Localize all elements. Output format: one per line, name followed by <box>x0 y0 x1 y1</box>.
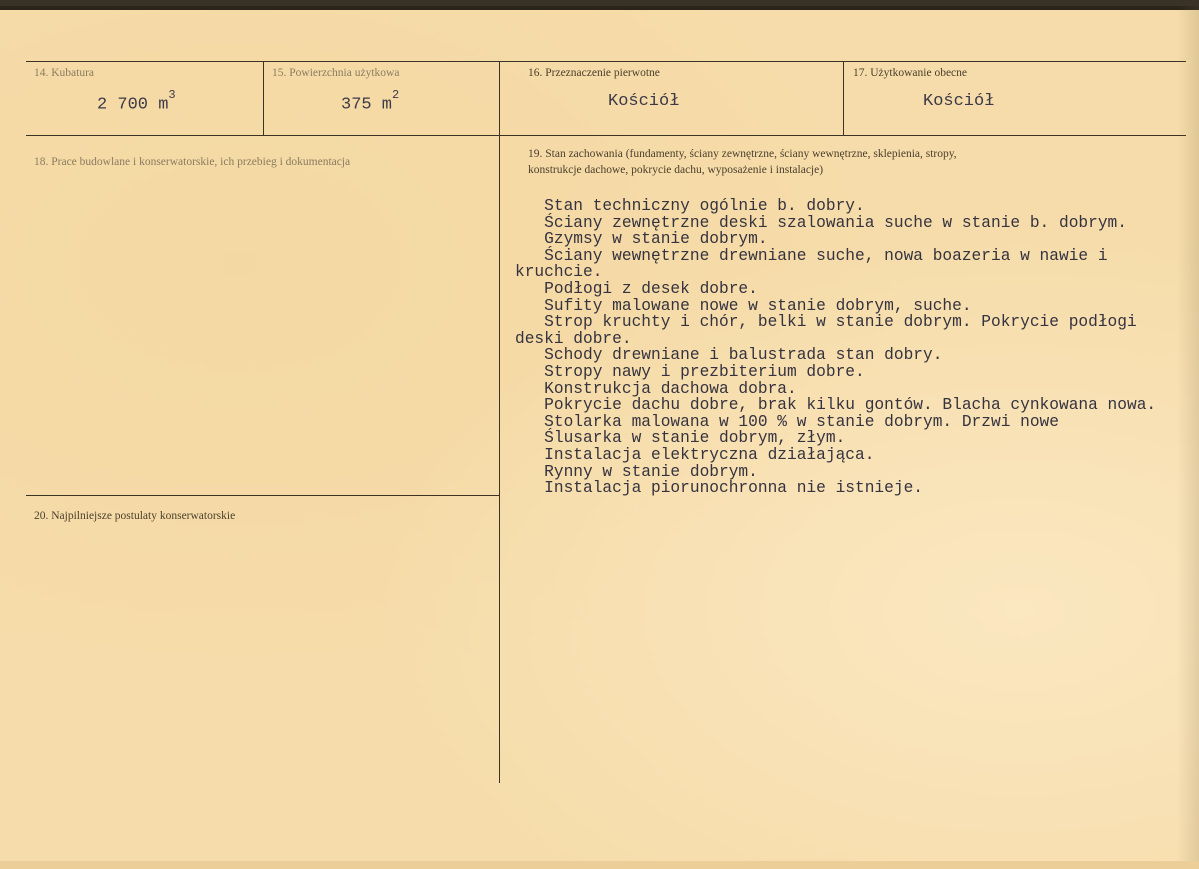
stan-line: Stolarka malowana w 100 % w stanie dobrym. Drzwi nowe <box>515 412 1059 431</box>
stan-line: Rynny w stanie dobrym. <box>515 462 758 481</box>
stan-line: Stropy nawy i prezbiterium dobre. <box>515 362 865 381</box>
stan-line: Pokrycie dachu dobre, brak kilku gontów. Blacha cynkowana nowa. <box>515 396 1157 415</box>
stan-line: deski dobre. <box>515 329 632 348</box>
stan-line: Instalacja elektryczna działająca. <box>515 445 875 464</box>
prace-label: 18. Prace budowlane i konserwatorskie, ich przebieg i dokumentacja <box>34 156 351 168</box>
przeznaczenie-label: 16. Przeznaczenie pierwotne <box>528 67 660 79</box>
stan-line: Stan techniczny ogólnie b. dobry. <box>515 197 865 215</box>
stan-label-line2: konstrukcje dachowe, pokrycie dachu, wyposażenie i instalacje) <box>528 164 824 176</box>
divider-col-main <box>499 61 500 783</box>
stan-line: Sufity malowane nowe w stanie dobrym, suche. <box>515 296 972 315</box>
stan-line: Ściany zewnętrzne deski szalowania suche w stanie b. dobrym. <box>515 213 1127 232</box>
record-card <box>0 6 1199 869</box>
kubatura-label: 14. Kubatura <box>34 67 95 79</box>
przeznaczenie-value: Kościół <box>608 92 680 111</box>
powierzchnia-value: 375 $m^2$ <box>341 88 400 115</box>
top-edge <box>0 6 1199 10</box>
stan-line: Podłogi z desek dobre. <box>515 279 758 298</box>
divider-top <box>26 61 1186 62</box>
postulaty-label: 20. Najpilniejsze postulaty konserwatorskie <box>34 510 236 522</box>
stan-label-line1: 19. Stan zachowania (fundamenty, ściany zewnętrzne, ściany wewnętrzne, sklepienia, stropy, <box>528 148 957 160</box>
stan-line: Gzymsy w stanie dobrym. <box>515 230 768 249</box>
stan-typed-text <box>515 198 1156 497</box>
stan-line: Strop kruchty i chór, belki w stanie dobrym. Pokrycie podłogi <box>515 313 1137 332</box>
stan-line: Instalacja piorunochronna nie istnieje. <box>515 479 923 498</box>
stan-line: Ściany wewnętrzne drewniane suche, nowa boazeria w nawie i <box>515 246 1108 265</box>
divider-col-1 <box>263 61 264 135</box>
divider-row1 <box>26 135 1186 136</box>
stan-line: Schody drewniane i balustrada stan dobry. <box>515 346 943 365</box>
divider-left-mid <box>26 495 500 496</box>
right-edge-shadow <box>1177 6 1199 869</box>
bottom-edge <box>0 861 1199 869</box>
stan-line: Ślusarka w stanie dobrym, złym. <box>515 429 846 448</box>
powierzchnia-label: 15. Powierzchnia użytkowa <box>272 67 400 79</box>
uzytkowanie-value: Kościół <box>923 92 995 111</box>
kubatura-value: 2 700 $m^3$ <box>97 88 176 115</box>
stan-line: Konstrukcja dachowa dobra. <box>515 379 797 398</box>
uzytkowanie-label: 17. Użytkowanie obecne <box>853 67 968 79</box>
stan-line: kruchcie. <box>515 263 603 282</box>
divider-col-3 <box>843 61 844 135</box>
